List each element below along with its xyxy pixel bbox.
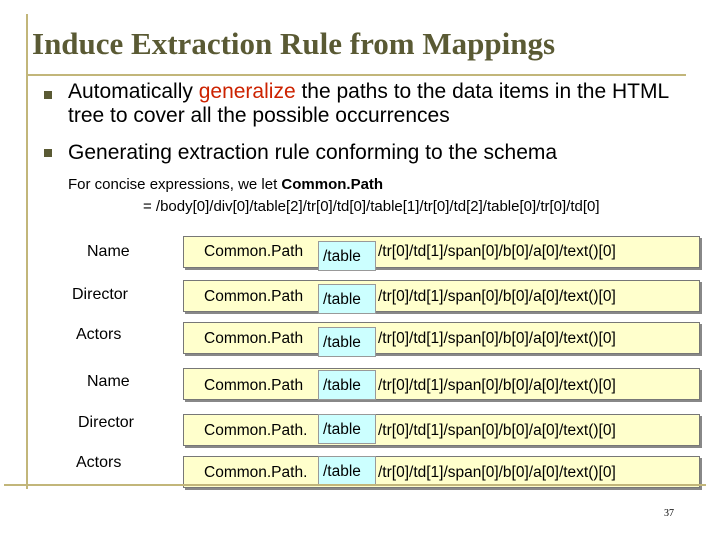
page-number: 37	[664, 508, 674, 519]
note-line-1-bold: Common.Path	[281, 176, 384, 193]
path-prefix: Common.Path	[204, 243, 304, 260]
note-line-1-text: For concise expressions, we let	[68, 176, 282, 193]
bullet-square-icon	[44, 149, 52, 157]
bullet-text-2: Generating extraction rule conforming to the schema	[68, 141, 558, 164]
path-suffix: /tr[0]/td[1]/span[0]/b[0]/a[0]/text()[0]	[378, 422, 616, 439]
path-prefix: Common.Path	[204, 288, 304, 305]
bullet-1-post: the paths to the data items in the HTML tree to cover all the possible occurrences	[68, 80, 669, 127]
title-underline	[26, 74, 686, 76]
path-suffix: /tr[0]/td[1]/span[0]/b[0]/a[0]/text()[0]	[378, 377, 616, 394]
bullet-square-icon	[44, 91, 52, 99]
left-rule	[26, 14, 28, 489]
bullet-1-pre: Automatically	[68, 80, 199, 103]
note-line-2: = /body[0]/div[0]/table[2]/tr[0]/td[0]/table[1]/tr[0]/td[2]/table[0]/tr[0]/td[0]	[143, 198, 600, 215]
row-label: Actors	[76, 326, 122, 343]
path-prefix: Common.Path.	[204, 464, 308, 481]
path-suffix: /tr[0]/td[1]/span[0]/b[0]/a[0]/text()[0]	[378, 464, 616, 481]
row-label: Director	[78, 414, 135, 431]
row-label: Name	[87, 243, 130, 260]
row-label: Director	[72, 286, 129, 303]
slide-title: Induce Extraction Rule from Mappings	[32, 26, 556, 61]
note-line-1	[68, 176, 383, 193]
path-prefix: Common.Path	[204, 330, 304, 347]
table-segment: /table	[318, 370, 376, 400]
row-label: Name	[87, 373, 130, 390]
bottom-rule	[4, 484, 706, 486]
table-segment: /table	[318, 456, 376, 486]
path-suffix: /tr[0]/td[1]/span[0]/b[0]/a[0]/text()[0]	[378, 330, 616, 347]
table-segment: /table	[318, 414, 376, 444]
path-suffix: /tr[0]/td[1]/span[0]/b[0]/a[0]/text()[0]	[378, 288, 616, 305]
path-prefix: Common.Path.	[204, 422, 308, 439]
table-segment: /table	[318, 241, 376, 271]
path-prefix: Common.Path	[204, 377, 304, 394]
bullet-text-1	[68, 80, 708, 128]
bullet-1-accent: generalize	[198, 80, 296, 103]
table-segment: /table	[318, 284, 376, 314]
row-label: Actors	[76, 454, 122, 471]
path-suffix: /tr[0]/td[1]/span[0]/b[0]/a[0]/text()[0]	[378, 243, 616, 260]
table-segment: /table	[318, 327, 376, 357]
